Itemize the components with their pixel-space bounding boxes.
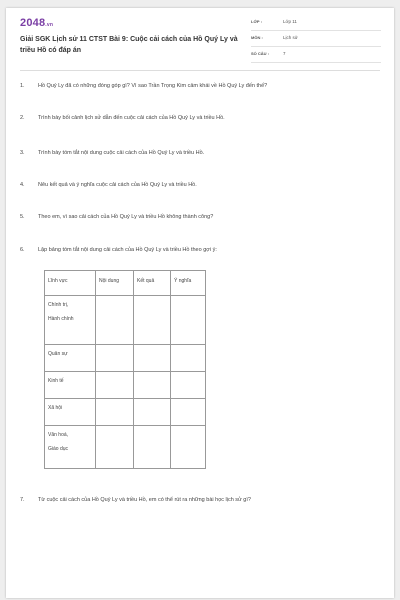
field-label: Kinh tế (48, 378, 64, 384)
table-cell-empty (134, 399, 171, 426)
table-cell-empty (171, 426, 206, 469)
question-text: Hồ Quý Ly đã có những đóng góp gì? Vì sao Trần Trọng Kim cảm khái về Hồ Quý Ly đến thế? (38, 83, 268, 89)
table-cell-empty (171, 345, 206, 372)
question-number: 7. (20, 497, 25, 503)
question-text: Trình bày bối cảnh lịch sử dẫn đến cuộc cải cách của Hồ Quý Ly và triều Hồ. (38, 115, 225, 121)
field-label: Giáo dục (48, 446, 69, 452)
table-cell-empty (96, 345, 134, 372)
question-text: Nêu kết quả và ý nghĩa cuộc cải cách của Hồ Quý Ly và triều Hồ. (38, 182, 197, 188)
question-text: Trình bày tóm tắt nội dung cuộc cải cách của Hồ Quý Ly và triều Hồ. (38, 150, 205, 156)
table-row (45, 399, 206, 426)
table-header-cell: Kết quả (134, 271, 171, 296)
header-divider (20, 70, 380, 71)
question-number: 4. (20, 182, 25, 188)
table-cell-field (45, 399, 96, 426)
table-cell-empty (96, 372, 134, 399)
table-cell-empty (96, 296, 134, 345)
question-number: 3. (20, 150, 25, 156)
logo-main: 2048 (20, 17, 46, 29)
question-text: Theo em, vì sao cải cách của Hồ Quý Ly và triều Hồ không thành công? (38, 214, 214, 220)
meta-label: SỐ CÂU : (251, 51, 269, 56)
table-header-cell: Nội dung (96, 271, 134, 296)
question-number: 6. (20, 247, 25, 253)
question-number: 1. (20, 83, 25, 89)
field-label: Văn hoá, (48, 432, 69, 438)
table-header-cell: Lĩnh vực (45, 271, 96, 296)
field-label: Quân sự (48, 351, 68, 357)
meta-label: MÔN : (251, 35, 263, 40)
meta-value: Lịch sử (283, 35, 298, 40)
table-cell-empty (134, 345, 171, 372)
question-text: Lập bảng tóm tắt nội dung cải cách của Hồ Quý Ly và triều Hồ theo gợi ý: (38, 247, 217, 253)
table-cell-field (45, 296, 96, 345)
table-cell-empty (134, 426, 171, 469)
table-cell-empty (134, 372, 171, 399)
document-page (6, 8, 394, 598)
question-number: 5. (20, 214, 25, 220)
meta-value: Lớp 11 (283, 19, 297, 24)
table-row (45, 296, 206, 345)
meta-block (251, 16, 381, 64)
table-cell-field (45, 345, 96, 372)
meta-row-subject (251, 32, 381, 47)
field-label: Hành chính (48, 316, 74, 322)
table-row (45, 372, 206, 399)
meta-label: LỚP : (251, 19, 262, 24)
meta-row-class (251, 16, 381, 31)
table-cell-empty (96, 426, 134, 469)
table-row (45, 426, 206, 469)
meta-value: 7 (283, 51, 286, 56)
table-cell-empty (171, 296, 206, 345)
question-text: Từ cuộc cải cách của Hồ Quý Ly và triều Hồ, em có thể rút ra những bài học lịch sử gì? (38, 497, 251, 503)
question-number: 2. (20, 115, 25, 121)
table-cell-empty (171, 399, 206, 426)
table-cell-empty (171, 372, 206, 399)
field-label: Xã hội (48, 405, 63, 411)
document-title: Giải SGK Lịch sử 11 CTST Bài 9: Cuộc cải cách của Hồ Quý Ly và triều Hồ có đáp án (20, 36, 238, 54)
meta-row-count (251, 48, 381, 63)
table-header-cell: Ý nghĩa (171, 271, 206, 296)
summary-table (44, 270, 206, 469)
table-row (45, 345, 206, 372)
logo-suffix: .vn (45, 22, 54, 28)
table-cell-empty (134, 296, 171, 345)
table-cell-field (45, 372, 96, 399)
site-logo[interactable] (20, 17, 53, 29)
field-label: Chính trị, (48, 302, 69, 308)
table-cell-empty (96, 399, 134, 426)
table-header-row (45, 271, 206, 296)
table-cell-field (45, 426, 96, 469)
